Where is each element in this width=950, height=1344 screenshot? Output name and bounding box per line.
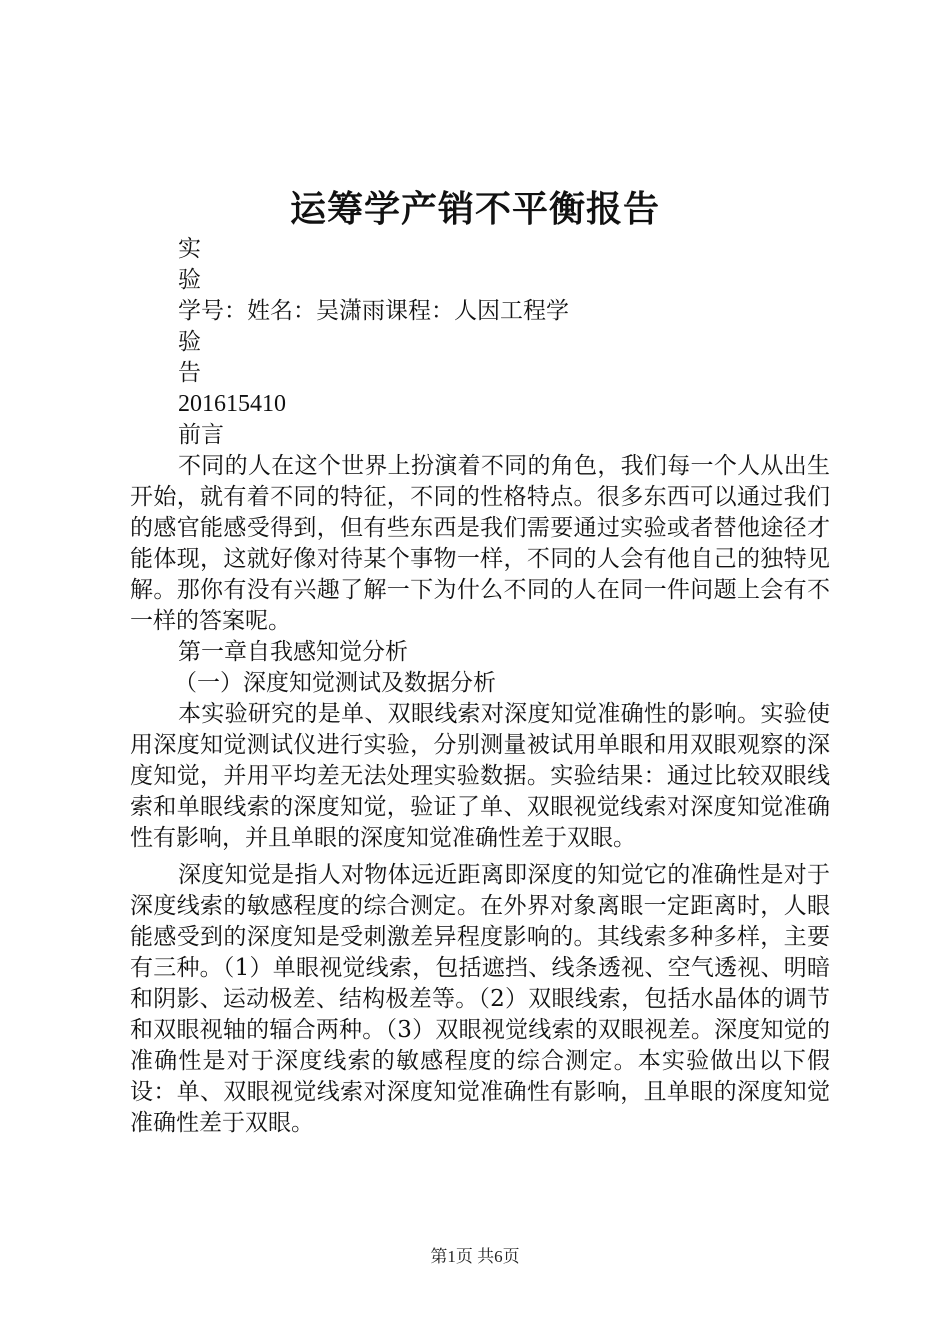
header-line-4: 验 [178, 329, 201, 355]
section-heading: （一）深度知觉测试及数据分析 [174, 670, 496, 696]
header-line-1: 实 [178, 236, 201, 262]
header-line-5: 告 [178, 360, 201, 386]
experiment-paragraph: 本实验研究的是单、双眼线索对深度知觉准确性的影响。实验使用深度知觉测试仪进行实验，分别测量被试用单眼和用双眼观察的深度知觉，并用平均差无法处理实验数据。实验结果：通过比较双眼线索和单眼线索的深度知觉，验证了单、双眼视觉线索对深度知觉准确性有影响，并且单眼的深度知觉准确性差于双眼。 [130, 701, 830, 851]
preface-heading: 前言 [178, 422, 224, 448]
depth-perception-paragraph: 深度知觉是指人对物体远近距离即深度的知觉它的准确性是对于深度线索的敏感程度的综合测定。在外界对象离眼一定距离时，人眼能感受到的深度知是受刺激差异程度影响的。其线索多种多样，主要有三种。（1）单眼视觉线索，包括遮挡、线条透视、空气透视、明暗和阴影、运动极差、结构极差等。（2）双眼线索，包括水晶体的调节和双眼视轴的辐合两种。（3）双眼视觉线索的双眼视差。深度知觉的准确性是对于深度线索的敏感程度的综合测定。本实验做出以下假设：单、双眼视觉线索对深度知觉准确性有影响，且单眼的深度知觉准确性差于双眼。 [130, 862, 830, 1136]
chapter-heading: 第一章自我感知觉分析 [178, 639, 408, 665]
student-info-line: 学号：姓名：吴潇雨课程：人因工程学 [178, 298, 569, 324]
intro-paragraph: 不同的人在这个世界上扮演着不同的角色，我们每一个人从出生开始，就有着不同的特征，不同的性格特点。很多东西可以通过我们的感官能感受得到，但有些东西是我们需要通过实验或者替他途径才能体现，这就好像对待某个事物一样，不同的人会有他自己的独特见解。那你有没有兴趣了解一下为什么不同的人在同一件问题上会有不一样的答案呢。 [130, 453, 830, 634]
document-title: 运筹学产销不平衡报告 [289, 188, 660, 230]
student-id: 201615410 [178, 391, 286, 417]
page-number-footer: 第1页 共6页 [430, 1247, 520, 1266]
header-line-2: 验 [178, 267, 201, 293]
document-body [130, 234, 830, 1139]
